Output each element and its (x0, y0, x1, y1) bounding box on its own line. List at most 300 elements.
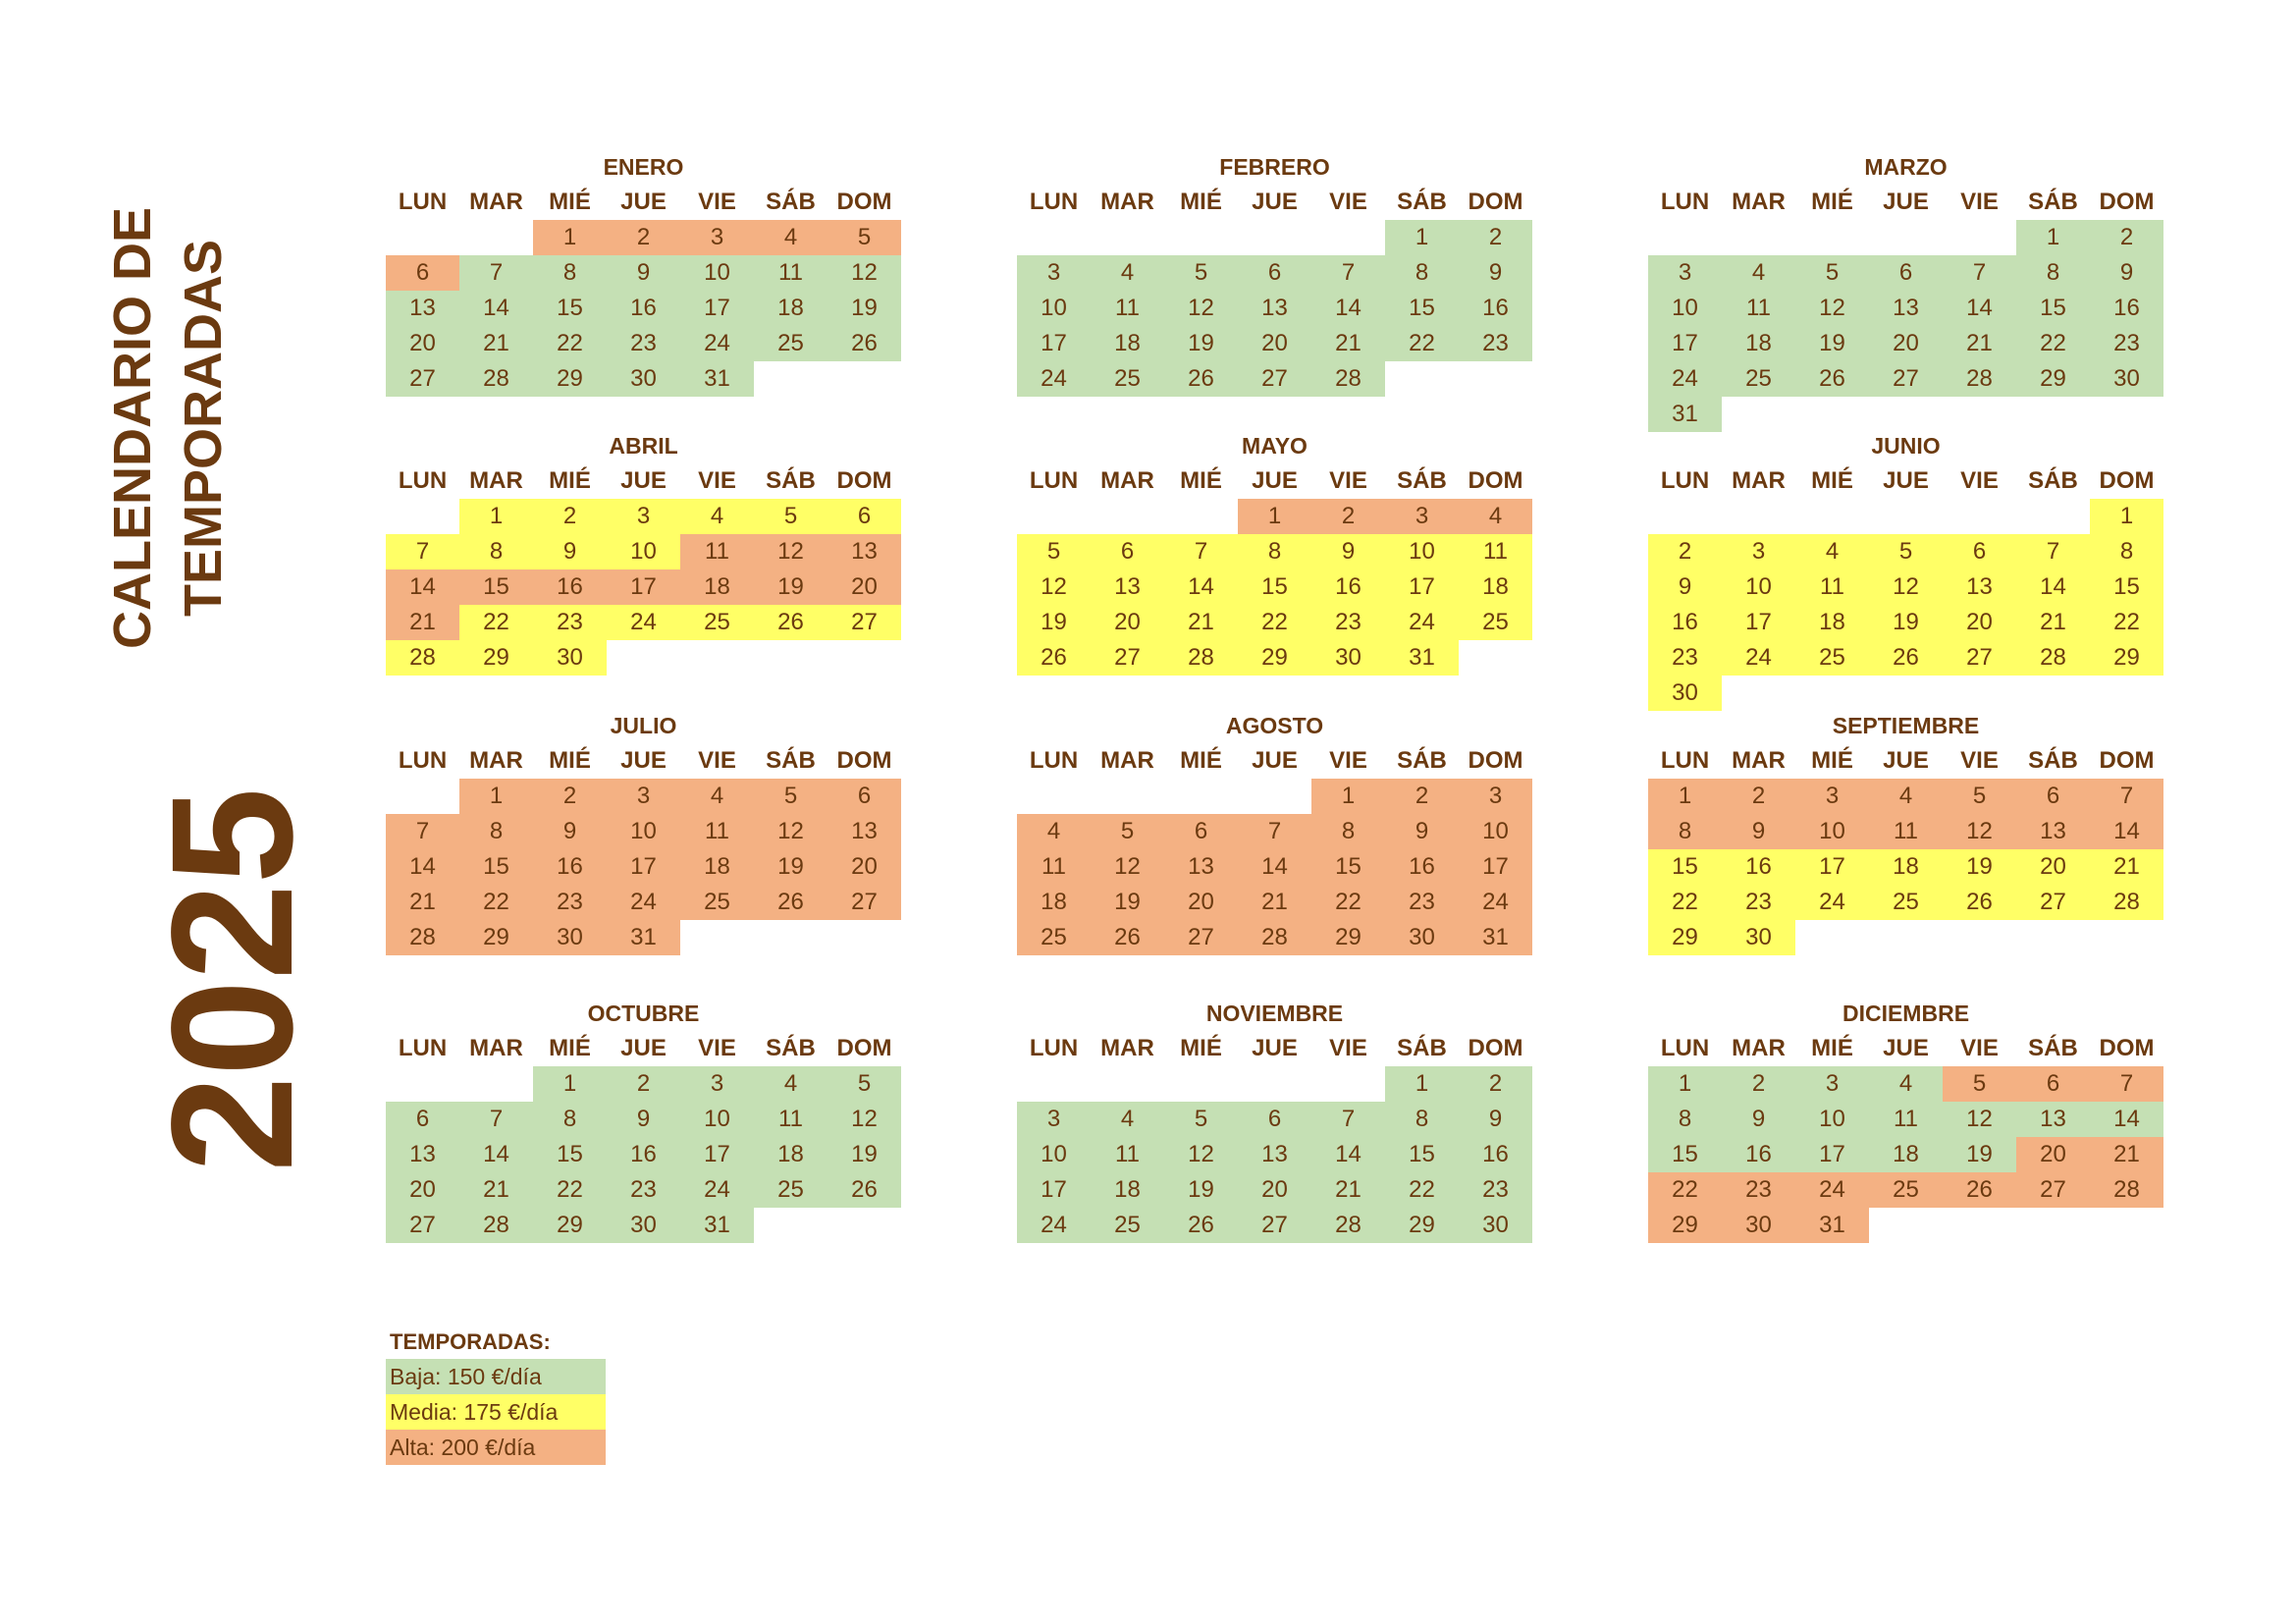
day-cell: 24 (680, 326, 754, 361)
weekday-header: MIÉ (549, 1035, 591, 1061)
day-cell: 28 (459, 361, 533, 397)
day-cell: 10 (1722, 569, 1795, 605)
day-cell: 22 (1648, 1172, 1722, 1208)
day-cell: 22 (1648, 885, 1722, 920)
weekday-header: DOM (836, 1035, 892, 1061)
weekday-header: JUE (1883, 467, 1929, 494)
day-cell: 24 (1017, 361, 1091, 397)
day-cell: 30 (607, 1208, 680, 1243)
day-cell: 17 (1385, 569, 1459, 605)
day-cell: 20 (1238, 326, 1311, 361)
day-cell: 3 (1795, 1066, 1869, 1102)
day-cell: 13 (1164, 849, 1238, 885)
month-grid (1648, 1031, 2163, 1243)
day-cell: 17 (1017, 1172, 1091, 1208)
day-cell: 19 (828, 291, 901, 326)
weekday-header: LUN (1029, 1035, 1079, 1061)
weekday-header: VIE (1329, 189, 1367, 215)
day-cell: 25 (1459, 605, 1532, 640)
day-cell: 5 (1164, 255, 1238, 291)
day-cell: 16 (1459, 1137, 1532, 1172)
day-cell: 12 (1943, 814, 2016, 849)
day-cell: 7 (2090, 1066, 2163, 1102)
day-cell: 21 (386, 605, 459, 640)
day-cell: 3 (1722, 534, 1795, 569)
day-cell: 17 (1017, 326, 1091, 361)
day-cell: 2 (1648, 534, 1722, 569)
day-cell: 15 (1385, 291, 1459, 326)
day-cell: 27 (386, 361, 459, 397)
weekday-header: LUN (1660, 1035, 1710, 1061)
day-cell: 29 (2090, 640, 2163, 676)
day-cell: 9 (1459, 255, 1532, 291)
day-cell: 22 (1385, 1172, 1459, 1208)
day-cell: 1 (1385, 1066, 1459, 1102)
weekday-header: JUE (620, 467, 667, 494)
day-cell: 14 (1943, 291, 2016, 326)
day-cell: 2 (1459, 1066, 1532, 1102)
weekday-header: SÁB (766, 1035, 816, 1061)
weekday-header: MAR (469, 747, 523, 774)
month-abril (386, 428, 901, 676)
day-cell: 29 (1385, 1208, 1459, 1243)
day-cell: 9 (1459, 1102, 1532, 1137)
day-cell: 23 (1722, 1172, 1795, 1208)
day-cell: 24 (1795, 885, 1869, 920)
day-cell: 15 (459, 569, 533, 605)
day-cell: 21 (1943, 326, 2016, 361)
day-cell: 30 (1722, 1208, 1795, 1243)
month-grid (1648, 743, 2163, 955)
day-cell: 26 (1164, 361, 1238, 397)
day-cell: 19 (1795, 326, 1869, 361)
empty-cell (386, 1066, 459, 1102)
day-cell: 31 (1459, 920, 1532, 955)
day-cell: 18 (1091, 1172, 1164, 1208)
day-cell: 17 (1795, 1137, 1869, 1172)
day-cell: 23 (1459, 1172, 1532, 1208)
day-cell: 28 (1311, 361, 1385, 397)
weekday-header: VIE (1960, 467, 1999, 494)
month-febrero (1017, 149, 1532, 397)
day-cell: 2 (1311, 499, 1385, 534)
day-cell: 18 (1722, 326, 1795, 361)
empty-cell (1091, 499, 1164, 534)
day-cell: 10 (680, 1102, 754, 1137)
month-name: AGOSTO (1225, 713, 1324, 738)
day-cell: 28 (386, 640, 459, 676)
day-cell: 5 (754, 499, 828, 534)
day-cell: 27 (1238, 1208, 1311, 1243)
title-line-2: TEMPORADAS (174, 240, 233, 618)
day-cell: 8 (533, 255, 607, 291)
day-cell: 24 (1017, 1208, 1091, 1243)
weekday-header: LUN (1029, 189, 1079, 215)
weekday-header: DOM (836, 189, 892, 215)
year-label: 2025 (136, 787, 329, 1172)
weekday-header: MIÉ (1811, 467, 1853, 494)
month-name: MARZO (1864, 154, 1948, 180)
weekday-header: JUE (620, 1035, 667, 1061)
empty-cell (459, 1066, 533, 1102)
day-cell: 22 (1311, 885, 1385, 920)
empty-cell (1017, 779, 1091, 814)
day-cell: 2 (1722, 779, 1795, 814)
weekday-header: MIÉ (549, 467, 591, 494)
weekday-header: MIÉ (1811, 189, 1853, 215)
day-cell: 7 (459, 255, 533, 291)
day-cell: 4 (680, 499, 754, 534)
weekday-header: MAR (1732, 189, 1786, 215)
day-cell: 23 (1722, 885, 1795, 920)
weekday-header: JUE (620, 747, 667, 774)
day-cell: 18 (1091, 326, 1164, 361)
day-cell: 1 (1648, 779, 1722, 814)
day-cell: 3 (1648, 255, 1722, 291)
day-cell: 29 (1311, 920, 1385, 955)
weekday-header: MIÉ (1180, 747, 1222, 774)
day-cell: 9 (1311, 534, 1385, 569)
legend-item-alta: Alta: 200 €/día (386, 1430, 606, 1465)
day-cell: 26 (1091, 920, 1164, 955)
empty-cell (459, 220, 533, 255)
empty-cell (1017, 499, 1091, 534)
day-cell: 8 (459, 814, 533, 849)
weekday-header: JUE (1883, 747, 1929, 774)
day-cell: 15 (459, 849, 533, 885)
day-cell: 6 (828, 499, 901, 534)
day-cell: 29 (2016, 361, 2090, 397)
month-octubre (386, 996, 901, 1243)
day-cell: 30 (1722, 920, 1795, 955)
day-cell: 11 (754, 255, 828, 291)
weekday-header: DOM (1468, 467, 1523, 494)
day-cell: 20 (1238, 1172, 1311, 1208)
empty-cell (1722, 499, 1795, 534)
day-cell: 18 (1017, 885, 1091, 920)
day-cell: 22 (533, 1172, 607, 1208)
day-cell: 18 (680, 569, 754, 605)
weekday-header: LUN (1660, 747, 1710, 774)
day-cell: 26 (828, 1172, 901, 1208)
day-cell: 23 (607, 1172, 680, 1208)
weekday-header: SÁB (1397, 747, 1447, 774)
weekday-header: LUN (398, 747, 448, 774)
day-cell: 14 (2016, 569, 2090, 605)
day-cell: 25 (680, 605, 754, 640)
empty-cell (386, 499, 459, 534)
day-cell: 8 (1238, 534, 1311, 569)
day-cell: 13 (1869, 291, 1943, 326)
day-cell: 20 (1943, 605, 2016, 640)
empty-cell (1869, 220, 1943, 255)
day-cell: 2 (1385, 779, 1459, 814)
day-cell: 12 (828, 1102, 901, 1137)
day-cell: 3 (607, 779, 680, 814)
day-cell: 15 (533, 1137, 607, 1172)
day-cell: 29 (459, 640, 533, 676)
day-cell: 6 (1091, 534, 1164, 569)
day-cell: 28 (1943, 361, 2016, 397)
day-cell: 7 (1238, 814, 1311, 849)
day-cell: 26 (754, 885, 828, 920)
month-name: OCTUBRE (587, 1001, 700, 1026)
weekday-header: JUE (1883, 189, 1929, 215)
day-cell: 4 (1869, 779, 1943, 814)
day-cell: 6 (1943, 534, 2016, 569)
weekday-header: LUN (1660, 189, 1710, 215)
empty-cell (1238, 779, 1311, 814)
day-cell: 11 (1091, 1137, 1164, 1172)
day-cell: 3 (680, 1066, 754, 1102)
day-cell: 31 (1385, 640, 1459, 676)
day-cell: 16 (1722, 1137, 1795, 1172)
day-cell: 14 (1311, 1137, 1385, 1172)
day-cell: 14 (1164, 569, 1238, 605)
day-cell: 28 (386, 920, 459, 955)
day-cell: 17 (1722, 605, 1795, 640)
day-cell: 21 (1311, 1172, 1385, 1208)
day-cell: 16 (1311, 569, 1385, 605)
weekday-header: LUN (1029, 467, 1079, 494)
day-cell: 7 (1943, 255, 2016, 291)
day-cell: 29 (1648, 1208, 1722, 1243)
weekday-header: DOM (836, 467, 892, 494)
day-cell: 17 (1648, 326, 1722, 361)
day-cell: 4 (680, 779, 754, 814)
day-cell: 30 (533, 640, 607, 676)
empty-cell (1238, 1066, 1311, 1102)
weekday-header: DOM (2099, 1035, 2155, 1061)
weekday-header: JUE (620, 189, 667, 215)
weekday-header: VIE (698, 189, 736, 215)
day-cell: 9 (1722, 814, 1795, 849)
day-cell: 11 (754, 1102, 828, 1137)
day-cell: 18 (754, 291, 828, 326)
weekday-header: SÁB (1397, 189, 1447, 215)
day-cell: 30 (607, 361, 680, 397)
day-cell: 12 (1795, 291, 1869, 326)
empty-cell (1648, 220, 1722, 255)
weekday-header: JUE (1883, 1035, 1929, 1061)
day-cell: 19 (754, 569, 828, 605)
day-cell: 10 (680, 255, 754, 291)
day-cell: 30 (1648, 676, 1722, 711)
day-cell: 8 (1385, 1102, 1459, 1137)
day-cell: 12 (1017, 569, 1091, 605)
weekday-header: DOM (1468, 1035, 1523, 1061)
day-cell: 9 (533, 534, 607, 569)
day-cell: 10 (1795, 1102, 1869, 1137)
day-cell: 11 (1722, 291, 1795, 326)
month-marzo (1648, 149, 2163, 432)
month-septiembre (1648, 708, 2163, 955)
day-cell: 10 (1648, 291, 1722, 326)
day-cell: 19 (1091, 885, 1164, 920)
day-cell: 15 (1311, 849, 1385, 885)
day-cell: 11 (1459, 534, 1532, 569)
weekday-header: DOM (2099, 467, 2155, 494)
day-cell: 24 (1648, 361, 1722, 397)
day-cell: 16 (533, 849, 607, 885)
day-cell: 1 (1385, 220, 1459, 255)
weekday-header: VIE (1960, 747, 1999, 774)
day-cell: 9 (1385, 814, 1459, 849)
month-name: JULIO (610, 713, 677, 738)
month-diciembre (1648, 996, 2163, 1243)
empty-cell (1311, 1066, 1385, 1102)
day-cell: 26 (828, 326, 901, 361)
day-cell: 1 (459, 499, 533, 534)
day-cell: 23 (1311, 605, 1385, 640)
day-cell: 11 (680, 534, 754, 569)
day-cell: 25 (1091, 361, 1164, 397)
day-cell: 31 (1795, 1208, 1869, 1243)
day-cell: 15 (1385, 1137, 1459, 1172)
day-cell: 12 (828, 255, 901, 291)
day-cell: 25 (754, 326, 828, 361)
day-cell: 28 (1164, 640, 1238, 676)
day-cell: 17 (680, 1137, 754, 1172)
day-cell: 9 (533, 814, 607, 849)
day-cell: 28 (1311, 1208, 1385, 1243)
month-grid (1017, 743, 1532, 955)
day-cell: 7 (2016, 534, 2090, 569)
day-cell: 21 (2090, 849, 2163, 885)
day-cell: 6 (2016, 1066, 2090, 1102)
legend-item-baja: Baja: 150 €/día (386, 1359, 606, 1394)
title-line-1: CALENDARIO DE (103, 207, 162, 650)
day-cell: 11 (1017, 849, 1091, 885)
day-cell: 23 (533, 605, 607, 640)
day-cell: 5 (1017, 534, 1091, 569)
weekday-header: MAR (1100, 1035, 1154, 1061)
day-cell: 27 (1091, 640, 1164, 676)
day-cell: 20 (1091, 605, 1164, 640)
day-cell: 2 (607, 1066, 680, 1102)
day-cell: 4 (1091, 255, 1164, 291)
day-cell: 5 (1943, 1066, 2016, 1102)
day-cell: 19 (1164, 1172, 1238, 1208)
month-grid (386, 743, 901, 955)
day-cell: 12 (754, 534, 828, 569)
weekday-header: MIÉ (549, 747, 591, 774)
day-cell: 13 (386, 1137, 459, 1172)
day-cell: 23 (607, 326, 680, 361)
day-cell: 30 (1459, 1208, 1532, 1243)
weekday-header: VIE (1960, 1035, 1999, 1061)
empty-cell (1091, 779, 1164, 814)
empty-cell (1164, 779, 1238, 814)
weekday-header: SÁB (1397, 1035, 1447, 1061)
day-cell: 15 (533, 291, 607, 326)
day-cell: 2 (1459, 220, 1532, 255)
day-cell: 18 (1869, 849, 1943, 885)
day-cell: 12 (1091, 849, 1164, 885)
weekday-header: SÁB (766, 189, 816, 215)
day-cell: 24 (607, 605, 680, 640)
day-cell: 11 (680, 814, 754, 849)
day-cell: 29 (533, 361, 607, 397)
day-cell: 13 (1238, 1137, 1311, 1172)
day-cell: 16 (1648, 605, 1722, 640)
day-cell: 15 (2090, 569, 2163, 605)
day-cell: 6 (386, 1102, 459, 1137)
day-cell: 16 (1385, 849, 1459, 885)
day-cell: 10 (607, 814, 680, 849)
day-cell: 9 (1648, 569, 1722, 605)
day-cell: 19 (1869, 605, 1943, 640)
day-cell: 15 (2016, 291, 2090, 326)
day-cell: 17 (680, 291, 754, 326)
weekday-header: MIÉ (1811, 1035, 1853, 1061)
day-cell: 26 (1869, 640, 1943, 676)
empty-cell (1017, 1066, 1091, 1102)
day-cell: 27 (386, 1208, 459, 1243)
day-cell: 4 (1017, 814, 1091, 849)
day-cell: 15 (1238, 569, 1311, 605)
month-name: MAYO (1242, 433, 1308, 459)
day-cell: 10 (1017, 291, 1091, 326)
day-cell: 1 (1238, 499, 1311, 534)
day-cell: 26 (1017, 640, 1091, 676)
day-cell: 3 (1795, 779, 1869, 814)
season-legend (386, 1326, 606, 1465)
day-cell: 5 (754, 779, 828, 814)
day-cell: 15 (1648, 849, 1722, 885)
day-cell: 4 (1722, 255, 1795, 291)
day-cell: 27 (1869, 361, 1943, 397)
empty-cell (386, 220, 459, 255)
day-cell: 14 (459, 291, 533, 326)
day-cell: 14 (1311, 291, 1385, 326)
day-cell: 20 (2016, 849, 2090, 885)
day-cell: 5 (1795, 255, 1869, 291)
month-grid (1017, 1031, 1532, 1243)
day-cell: 16 (1722, 849, 1795, 885)
day-cell: 6 (1869, 255, 1943, 291)
weekday-header: MAR (1100, 747, 1154, 774)
day-cell: 6 (1238, 255, 1311, 291)
day-cell: 8 (2016, 255, 2090, 291)
weekday-header: MAR (469, 1035, 523, 1061)
day-cell: 7 (1311, 1102, 1385, 1137)
day-cell: 17 (1795, 849, 1869, 885)
day-cell: 14 (1238, 849, 1311, 885)
day-cell: 5 (828, 1066, 901, 1102)
weekday-header: LUN (1029, 747, 1079, 774)
day-cell: 24 (680, 1172, 754, 1208)
empty-cell (1164, 1066, 1238, 1102)
day-cell: 7 (2090, 779, 2163, 814)
legend-item-media: Media: 175 €/día (386, 1394, 606, 1430)
day-cell: 29 (533, 1208, 607, 1243)
day-cell: 24 (607, 885, 680, 920)
day-cell: 13 (1943, 569, 2016, 605)
month-grid (1648, 185, 2163, 432)
day-cell: 2 (1722, 1066, 1795, 1102)
day-cell: 30 (1385, 920, 1459, 955)
day-cell: 2 (533, 499, 607, 534)
day-cell: 21 (2016, 605, 2090, 640)
day-cell: 6 (386, 255, 459, 291)
day-cell: 2 (533, 779, 607, 814)
day-cell: 1 (1311, 779, 1385, 814)
day-cell: 19 (1943, 849, 2016, 885)
weekday-header: LUN (1660, 467, 1710, 494)
day-cell: 7 (1164, 534, 1238, 569)
day-cell: 23 (1648, 640, 1722, 676)
